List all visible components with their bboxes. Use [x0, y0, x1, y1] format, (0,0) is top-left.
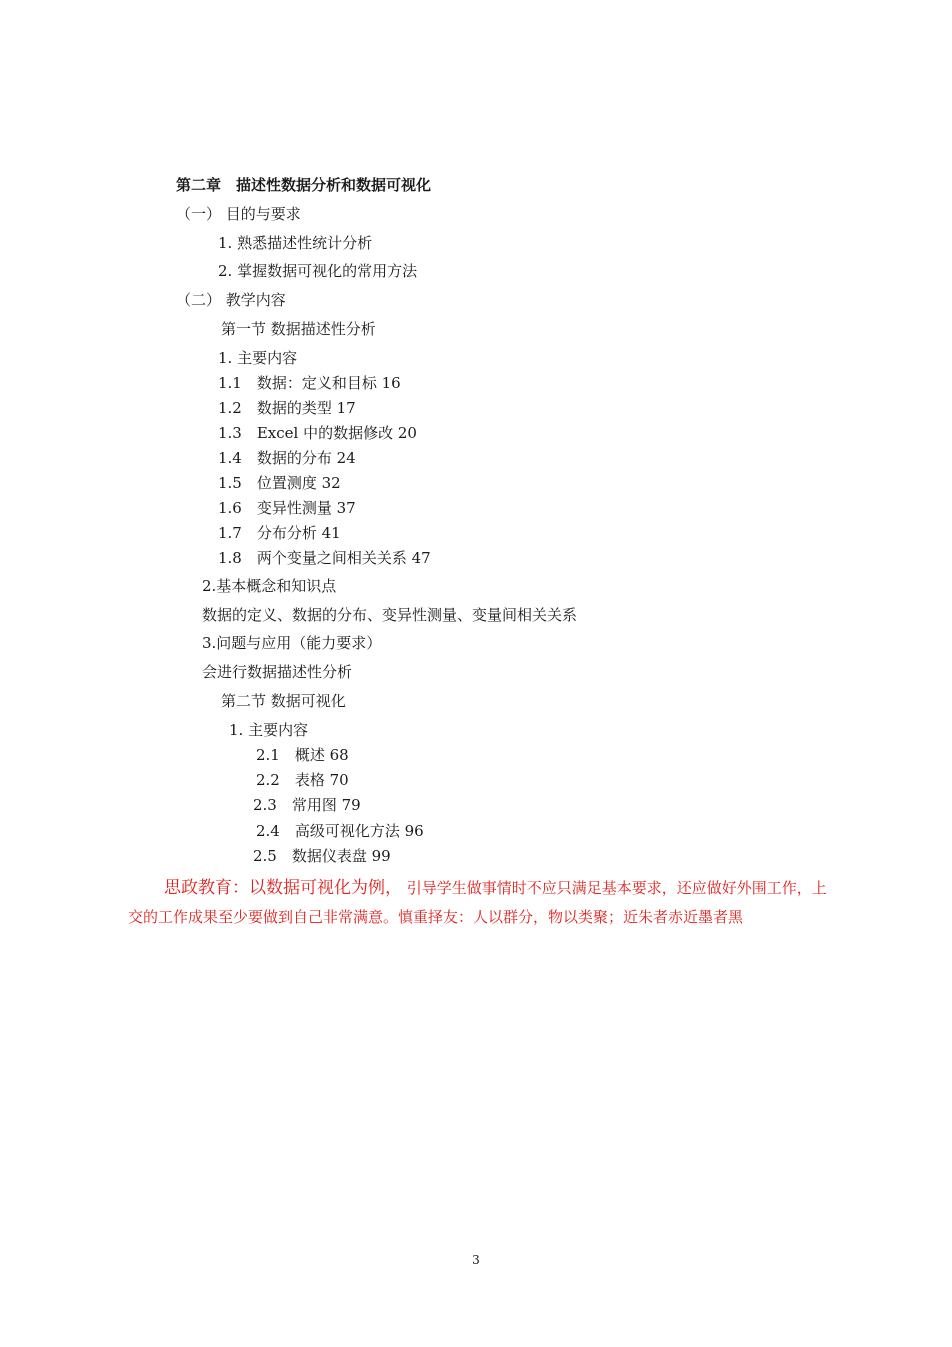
part2-topic: 2.1 概述 68: [256, 746, 349, 764]
part2-topic: 2.3 常用图 79: [253, 796, 361, 814]
part1-main-label: 1. 主要内容: [218, 349, 298, 367]
concepts-label: 2.基本概念和知识点: [202, 577, 337, 595]
part1-topic: 1.5 位置测度 32: [218, 474, 341, 492]
objective-item: 1. 熟悉描述性统计分析: [218, 234, 373, 252]
apply-label: 3.问题与应用（能力要求）: [202, 634, 382, 652]
page-number: 3: [472, 1253, 480, 1267]
chapter-title: 第二章 描述性数据分析和数据可视化: [176, 176, 432, 194]
ideology-lead: 思政教育：以数据可视化为例，: [164, 878, 402, 898]
concepts-text: 数据的定义、数据的分布、变异性测量、变量间相关关系: [202, 606, 578, 624]
part2-topic: 2.5 数据仪表盘 99: [253, 847, 391, 865]
part1-title: 第一节 数据描述性分析: [221, 320, 376, 338]
apply-text: 会进行数据描述性分析: [202, 663, 353, 681]
part1-topic: 1.1 数据：定义和目标 16: [218, 374, 401, 392]
ideology-text: 引导学生做事情时不应只满足基本要求，还应做好外围工作，上交的工作成果至少要做到自己非常满意。慎重择友：人以群分，物以类聚；近朱者赤近墨者黑: [128, 879, 827, 926]
objective-item: 2. 掌握数据可视化的常用方法: [218, 262, 418, 280]
part1-topic: 1.2 数据的类型 17: [218, 399, 356, 417]
part2-title: 第二节 数据可视化: [221, 692, 346, 710]
section-heading-content: （二） 教学内容: [176, 291, 286, 309]
part1-topic: 1.6 变异性测量 37: [218, 499, 356, 517]
part1-topic: 1.8 两个变量之间相关关系 47: [218, 549, 431, 567]
part2-topic: 2.4 高级可视化方法 96: [256, 822, 424, 840]
section-heading-objectives: （一） 目的与要求: [176, 205, 301, 223]
part1-topic: 1.3 Excel 中的数据修改 20: [218, 424, 417, 442]
part1-topic: 1.4 数据的分布 24: [218, 449, 356, 467]
part2-topic: 2.2 表格 70: [256, 771, 349, 789]
part2-main-label: 1. 主要内容: [229, 721, 309, 739]
ideology-education-paragraph: [128, 874, 834, 931]
part1-topic: 1.7 分布分析 41: [218, 524, 341, 542]
